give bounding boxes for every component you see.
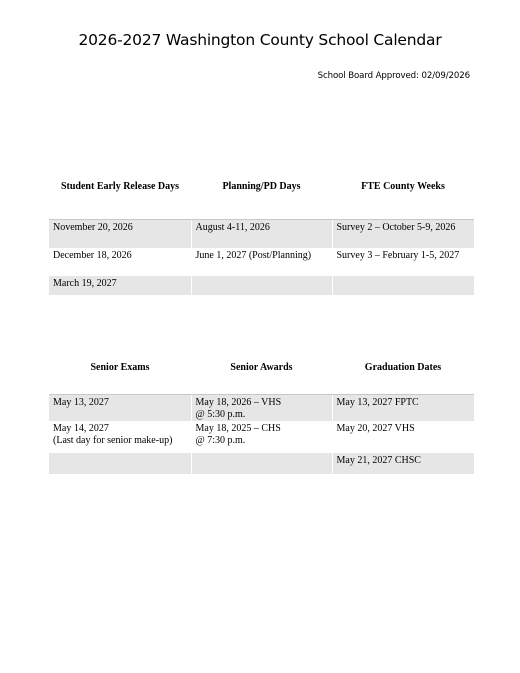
header-senior-awards: Senior Awards — [230, 361, 293, 373]
table-header-row — [49, 357, 474, 377]
cell-line: May 14, 2027 — [53, 423, 109, 434]
table-row — [49, 421, 474, 453]
header-early-release: Student Early Release Days — [60, 180, 180, 192]
table-row — [49, 276, 474, 295]
table-row — [49, 248, 474, 276]
header-fte-weeks: FTE County Weeks — [361, 180, 445, 192]
table-cell: August 4-11, 2026 — [191, 220, 332, 249]
cell-line: May 13, 2027 — [53, 397, 109, 408]
page-title: 2026-2027 Washington County School Calendar — [78, 31, 442, 49]
early-release-planning-fte-table — [49, 176, 474, 295]
cell-line: May 13, 2027 FPTC — [336, 397, 419, 408]
table-row — [49, 220, 474, 249]
table-cell — [191, 421, 332, 453]
table-cell — [49, 395, 191, 422]
table-header-row — [49, 176, 474, 196]
header-planning-pd: Planning/PD Days — [222, 180, 301, 192]
table-cell — [332, 453, 474, 474]
table-cell — [49, 453, 191, 474]
cell-line: May 18, 2025 – CHS — [195, 423, 281, 434]
table-cell — [332, 421, 474, 453]
table-cell: Survey 3 – February 1-5, 2027 — [332, 248, 474, 276]
table-cell — [332, 395, 474, 422]
cell-line: May 21, 2027 CHSC — [336, 455, 421, 466]
table-cell — [191, 453, 332, 474]
header-graduation-dates: Graduation Dates — [364, 361, 442, 373]
table-cell — [191, 395, 332, 422]
table-cell: November 20, 2026 — [49, 220, 191, 249]
cell-line: @ 7:30 p.m. — [195, 435, 246, 446]
table-cell: Survey 2 – October 5-9, 2026 — [332, 220, 474, 249]
table-cell — [191, 276, 332, 295]
cell-line: @ 5:30 p.m. — [195, 409, 246, 420]
header-senior-exams: Senior Exams — [90, 361, 150, 373]
board-approved-date: School Board Approved: 02/09/2026 — [317, 71, 470, 81]
senior-events-table — [49, 357, 474, 474]
table-cell: December 18, 2026 — [53, 250, 132, 261]
cell-line: (Last day for senior make-up) — [53, 435, 173, 446]
cell-line: May 20, 2027 VHS — [336, 423, 415, 434]
table-row — [49, 453, 474, 474]
table-cell — [332, 276, 474, 295]
table-cell: March 19, 2027 — [49, 276, 191, 295]
table-row — [49, 395, 474, 422]
table-cell — [49, 421, 191, 453]
table-cell: June 1, 2027 (Post/Planning) — [191, 248, 332, 276]
cell-line: May 18, 2026 – VHS — [195, 397, 282, 408]
